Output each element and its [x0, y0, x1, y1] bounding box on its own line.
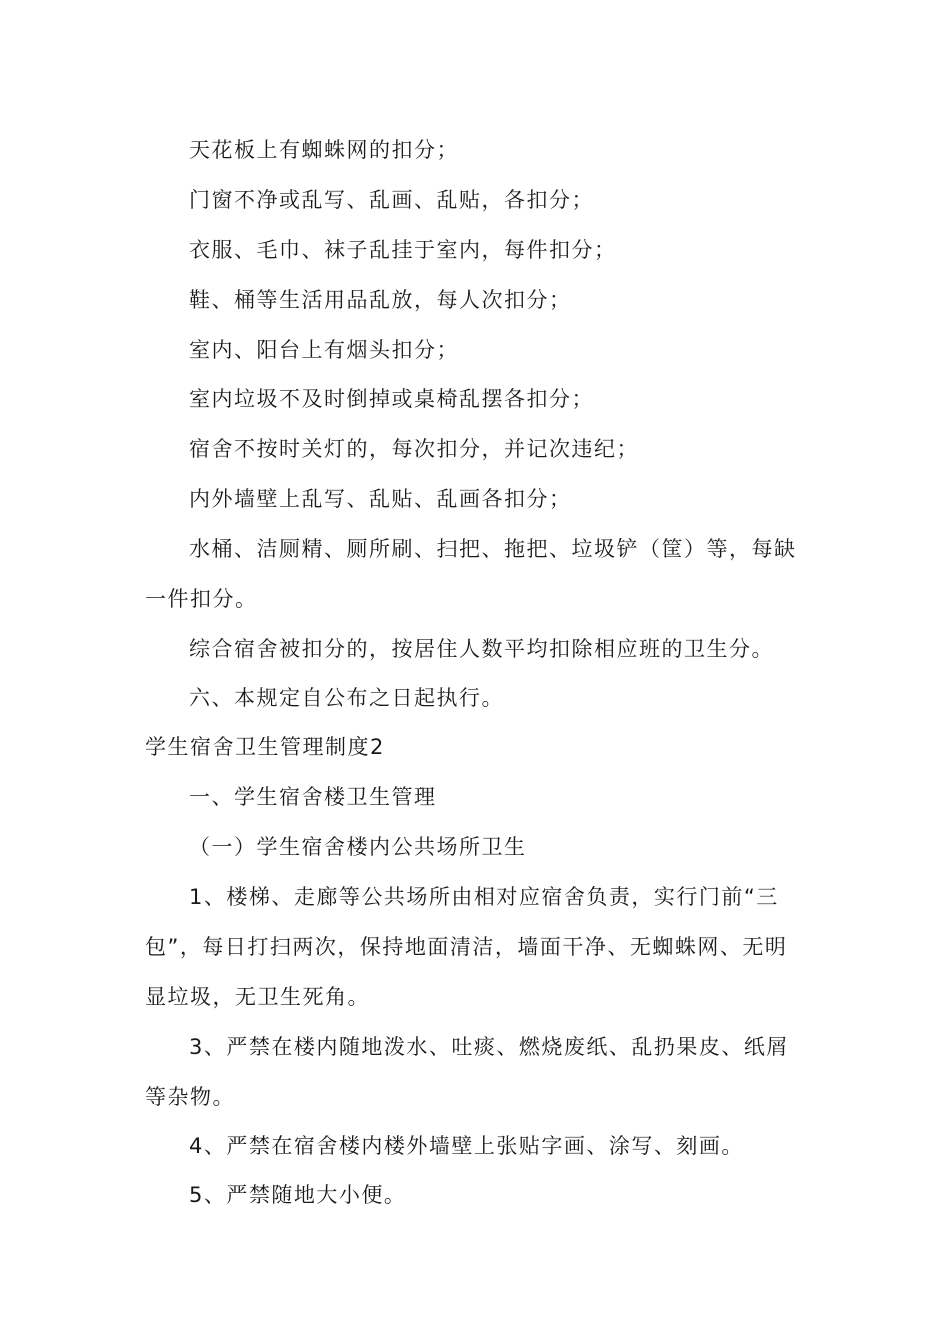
- paragraph: 室内垃圾不及时倒掉或桌椅乱摆各扣分；: [189, 387, 594, 411]
- paragraph: 天花板上有蜘蛛网的扣分；: [189, 138, 459, 162]
- paragraph: 室内、阳台上有烟头扣分；: [189, 338, 459, 362]
- paragraph: 门窗不净或乱写、乱画、乱贴，各扣分；: [189, 188, 594, 212]
- paragraph: 衣服、毛巾、袜子乱挂于室内，每件扣分；: [189, 238, 617, 262]
- paragraph: 1、楼梯、走廊等公共场所由相对应宿舍负责，实行门前“三包”，每日打扫两次，保持地面清洁，墙面干净、无蜘蛛网、无明显垃圾，无卫生死角。: [145, 885, 788, 1009]
- paragraph: 5、严禁随地大小便。: [189, 1183, 407, 1207]
- section-title: 学生宿舍卫生管理制度2: [145, 735, 385, 759]
- paragraph: 宿舍不按时关灯的，每次扣分，并记次违纪；: [189, 437, 639, 461]
- paragraph: 水桶、洁厕精、厕所刷、扫把、拖把、垃圾铲（筐）等，每缺一件扣分。: [145, 537, 797, 611]
- paragraph: 鞋、桶等生活用品乱放，每人次扣分；: [189, 288, 572, 312]
- paragraph: 3、严禁在楼内随地泼水、吐痰、燃烧废纸、乱扔果皮、纸屑等杂物。: [145, 1035, 789, 1109]
- paragraph: 内外墙壁上乱写、乱贴、乱画各扣分；: [189, 487, 572, 511]
- heading: 一、学生宿舍楼卫生管理: [189, 785, 437, 809]
- paragraph: 4、严禁在宿舍楼内楼外墙壁上张贴字画、涂写、刻画。: [189, 1134, 744, 1158]
- subheading: （一）学生宿舍楼内公共场所卫生: [189, 835, 527, 859]
- paragraph: 六、本规定自公布之日起执行。: [189, 686, 504, 710]
- paragraph: 综合宿舍被扣分的，按居住人数平均扣除相应班的卫生分。: [189, 637, 774, 661]
